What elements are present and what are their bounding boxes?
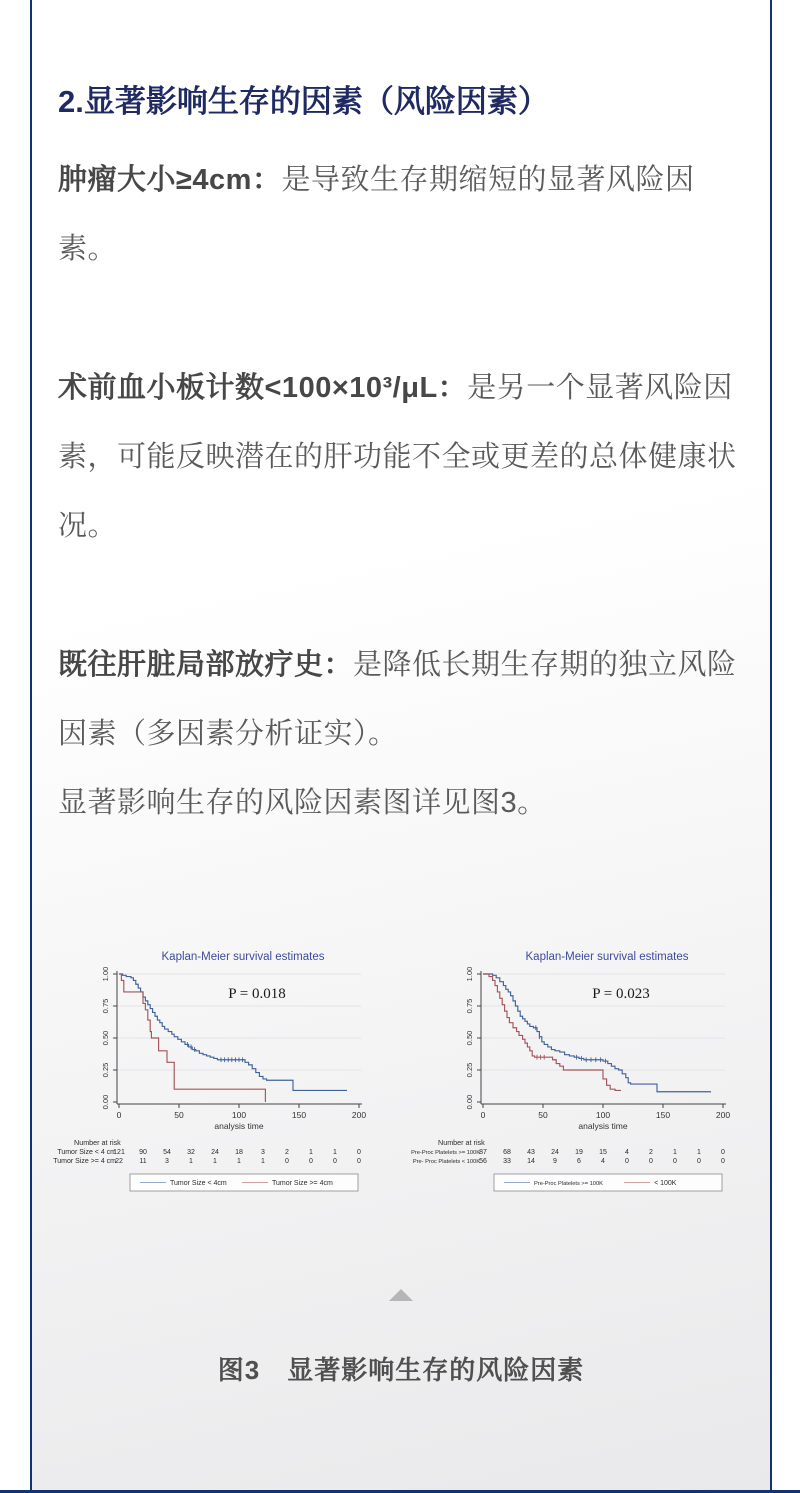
risk-value: 0 bbox=[309, 1158, 313, 1165]
risk-value: 2 bbox=[285, 1149, 289, 1156]
risk-value: 1 bbox=[673, 1149, 677, 1156]
paragraph-platelets bbox=[58, 354, 744, 561]
collapse-row bbox=[58, 1288, 744, 1306]
risk-value: 0 bbox=[697, 1158, 701, 1165]
risk-value: 0 bbox=[721, 1158, 725, 1165]
paragraph-figure-reference: 显著影响生存的风险因素图详见图3。 bbox=[58, 787, 547, 819]
legend-label: Tumor Size < 4cm bbox=[170, 1179, 227, 1187]
risk-value: 11 bbox=[139, 1158, 147, 1165]
y-tick-label: 0.25 bbox=[465, 1062, 474, 1078]
chart-title: Kaplan-Meier survival estimates bbox=[525, 951, 689, 963]
risk-value: 121 bbox=[113, 1149, 125, 1156]
y-tick-label: 0.50 bbox=[465, 1030, 474, 1046]
x-tick-label: 150 bbox=[655, 1110, 671, 1120]
risk-value: 24 bbox=[551, 1149, 559, 1156]
legend-label: Pre-Proc Platelets >= 100K bbox=[534, 1180, 603, 1187]
x-axis-title: analysis time bbox=[578, 1121, 628, 1131]
km-chart-tumor-size-svg bbox=[53, 944, 376, 1206]
risk-value: 2 bbox=[649, 1149, 653, 1156]
y-tick-label: 0.75 bbox=[465, 998, 474, 1014]
risk-value: 90 bbox=[139, 1149, 147, 1156]
section-heading: 2.显著影响生存的因素（风险因素） bbox=[58, 84, 549, 119]
risk-value: 33 bbox=[503, 1158, 511, 1165]
y-tick-label: 0.00 bbox=[465, 1094, 474, 1110]
risk-value: 0 bbox=[357, 1158, 361, 1165]
risk-value: 1 bbox=[697, 1149, 701, 1156]
risk-value: 24 bbox=[211, 1149, 219, 1156]
risk-value: 54 bbox=[163, 1149, 171, 1156]
risk-value: 14 bbox=[527, 1158, 535, 1165]
x-tick-label: 50 bbox=[174, 1110, 184, 1120]
risk-value: 3 bbox=[165, 1158, 169, 1165]
risk-value: 0 bbox=[357, 1149, 361, 1156]
risk-value: 9 bbox=[553, 1158, 557, 1165]
p-value-label: P = 0.018 bbox=[228, 986, 286, 1002]
y-tick-label: 1.00 bbox=[465, 966, 474, 982]
y-tick-label: 0.00 bbox=[101, 1094, 110, 1110]
km-chart-platelets-svg bbox=[411, 944, 740, 1206]
km-chart-platelets bbox=[411, 944, 740, 1206]
x-tick-label: 0 bbox=[116, 1110, 122, 1120]
x-tick-label: 100 bbox=[231, 1110, 247, 1120]
risk-row-label: Pre- Proc Platelets < 100K bbox=[412, 1159, 480, 1165]
collapse-up-triangle-icon[interactable] bbox=[389, 1289, 413, 1301]
paragraph-tumor-size bbox=[58, 146, 744, 284]
paragraph-body-platelets: 是另一个显著风险因素，可能反映潜在的肝功能不全或更差的总体健康状况。 bbox=[58, 372, 737, 542]
y-tick-label: 0.75 bbox=[101, 998, 110, 1014]
risk-value: 68 bbox=[503, 1149, 511, 1156]
risk-value: 6 bbox=[577, 1158, 581, 1165]
km-chart-tumor-size bbox=[53, 944, 376, 1206]
risk-value: 3 bbox=[261, 1149, 265, 1156]
y-tick-label: 1.00 bbox=[101, 966, 110, 982]
number-at-risk-title: Number at risk bbox=[438, 1138, 485, 1147]
risk-value: 1 bbox=[261, 1158, 265, 1165]
x-tick-label: 0 bbox=[480, 1110, 486, 1120]
risk-row-label: Tumor Size >= 4 cm bbox=[53, 1158, 116, 1165]
risk-value: 1 bbox=[237, 1158, 241, 1165]
risk-value: 0 bbox=[649, 1158, 653, 1165]
legend-label: Tumor Size >= 4cm bbox=[272, 1179, 333, 1187]
risk-value: 22 bbox=[115, 1158, 123, 1165]
y-tick-label: 0.25 bbox=[101, 1062, 110, 1078]
x-tick-label: 100 bbox=[595, 1110, 611, 1120]
risk-value: 1 bbox=[333, 1149, 337, 1156]
risk-value: 56 bbox=[479, 1158, 487, 1165]
risk-value: 0 bbox=[333, 1158, 337, 1165]
paragraph-lead-tumor-size: 肿瘤大小≥4cm： bbox=[58, 164, 282, 196]
risk-value: 18 bbox=[235, 1149, 243, 1156]
paragraph-lead-radiotherapy: 既往肝脏局部放疗史： bbox=[58, 649, 354, 681]
article-card bbox=[30, 0, 772, 1490]
risk-value: 87 bbox=[479, 1149, 487, 1156]
paragraph-lead-platelets: 术前血小板计数<100×10³/μL： bbox=[58, 372, 468, 404]
figure-caption: 图3 显著影响生存的风险因素 bbox=[217, 1355, 585, 1385]
x-axis-title: analysis time bbox=[214, 1121, 264, 1131]
risk-value: 4 bbox=[601, 1158, 605, 1165]
x-tick-label: 200 bbox=[715, 1110, 731, 1120]
legend-label: < 100K bbox=[654, 1179, 677, 1187]
paragraph-body-tumor-size: 是导致生存期缩短的显著风险因素。 bbox=[58, 164, 695, 265]
risk-row-label: Tumor Size < 4 cm bbox=[57, 1149, 116, 1156]
risk-value: 1 bbox=[309, 1149, 313, 1156]
number-at-risk-title: Number at risk bbox=[74, 1138, 121, 1147]
x-tick-label: 50 bbox=[538, 1110, 548, 1120]
risk-value: 32 bbox=[187, 1149, 195, 1156]
paragraph-radiotherapy bbox=[58, 631, 744, 838]
risk-value: 19 bbox=[575, 1149, 583, 1156]
risk-value: 0 bbox=[721, 1149, 725, 1156]
paragraph-body-radiotherapy: 是降低长期生存期的独立风险因素（多因素分析证实）。 bbox=[58, 649, 737, 750]
figure-charts-row bbox=[53, 944, 744, 1206]
y-tick-label: 0.50 bbox=[101, 1030, 110, 1046]
p-value-label: P = 0.023 bbox=[592, 986, 650, 1002]
risk-value: 43 bbox=[527, 1149, 535, 1156]
risk-value: 4 bbox=[625, 1149, 629, 1156]
risk-value: 0 bbox=[625, 1158, 629, 1165]
risk-row-label: Pre-Proc Platelets >= 100K bbox=[411, 1150, 480, 1156]
x-tick-label: 150 bbox=[291, 1110, 307, 1120]
risk-value: 0 bbox=[285, 1158, 289, 1165]
risk-value: 1 bbox=[213, 1158, 217, 1165]
risk-value: 15 bbox=[599, 1149, 607, 1156]
x-tick-label: 200 bbox=[351, 1110, 367, 1120]
risk-value: 0 bbox=[673, 1158, 677, 1165]
chart-title: Kaplan-Meier survival estimates bbox=[161, 951, 325, 963]
risk-value: 1 bbox=[189, 1158, 193, 1165]
